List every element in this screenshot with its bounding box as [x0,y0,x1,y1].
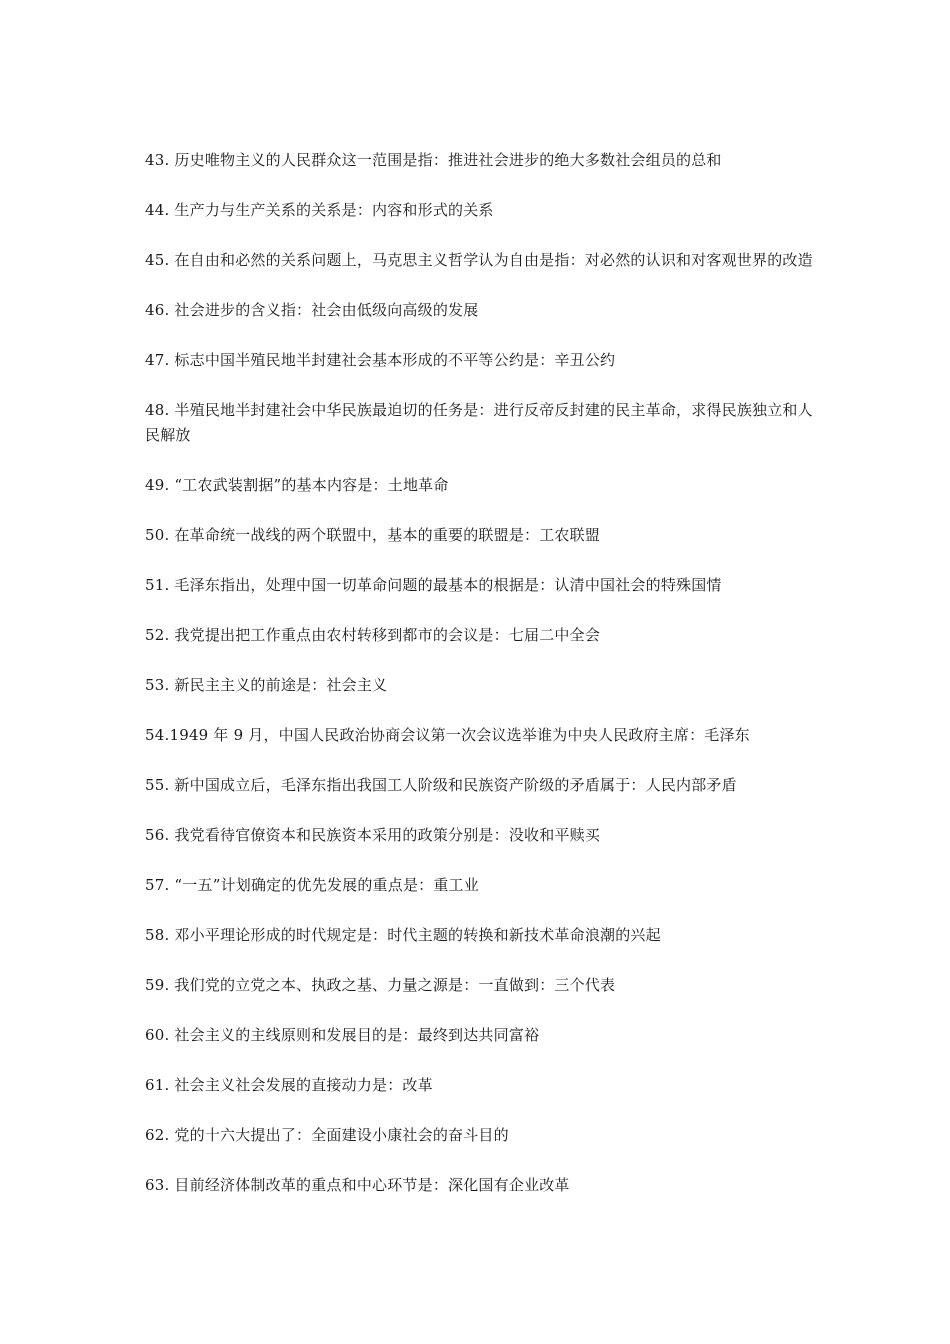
qa-item-44: 44. 生产力与生产关系的关系是：内容和形式的关系 [145,201,494,219]
qa-item-48: 48. 半殖民地半封建社会中华民族最迫切的任务是：进行反帝反封建的民主革命，求得民族独立和人民解放 [145,401,813,444]
qa-item-46: 46. 社会进步的含义指：社会由低级向高级的发展 [145,301,479,319]
qa-item-61: 61. 社会主义社会发展的直接动力是：改革 [145,1076,433,1094]
qa-item-58: 58. 邓小平理论形成的时代规定是：时代主题的转换和新技术革命浪潮的兴起 [145,926,661,944]
qa-item-49: 49. “工农武装割据”的基本内容是：土地革命 [145,476,449,494]
qa-item-53: 53. 新民主主义的前途是：社会主义 [145,676,388,694]
qa-item-43: 43. 历史唯物主义的人民群众这一范围是指：推进社会进步的绝大多数社会组员的总和 [145,151,722,169]
qa-item-51: 51. 毛泽东指出，处理中国一切革命问题的最基本的根据是：认清中国社会的特殊国情 [145,576,722,594]
qa-item-63: 63. 目前经济体制改革的重点和中心环节是：深化国有企业改革 [145,1176,570,1194]
qa-item-60: 60. 社会主义的主线原则和发展目的是：最终到达共同富裕 [145,1026,540,1044]
qa-item-50: 50. 在革命统一战线的两个联盟中，基本的重要的联盟是：工农联盟 [145,526,601,544]
qa-item-47: 47. 标志中国半殖民地半封建社会基本形成的不平等公约是：辛丑公约 [145,351,616,369]
qa-item-56: 56. 我党看待官僚资本和民族资本采用的政策分别是：没收和平赎买 [145,826,601,844]
qa-item-52: 52. 我党提出把工作重点由农村转移到都市的会议是：七届二中全会 [145,626,601,644]
qa-item-62: 62. 党的十六大提出了：全面建设小康社会的奋斗目的 [145,1126,509,1144]
qa-item-55: 55. 新中国成立后，毛泽东指出我国工人阶级和民族资产阶级的矛盾属于：人民内部矛盾 [145,776,737,794]
qa-item-59: 59. 我们党的立党之本、执政之基、力量之源是：一直做到：三个代表 [145,976,616,994]
qa-item-57: 57. “一五”计划确定的优先发展的重点是：重工业 [145,876,479,894]
qa-item-45: 45. 在自由和必然的关系问题上，马克思主义哲学认为自由是指：对必然的认识和对客观世界的改造 [145,251,813,269]
qa-list [145,148,815,1223]
qa-item-54: 54.1949 年 9 月，中国人民政治协商会议第一次会议选举谁为中央人民政府主席：毛泽东 [145,726,750,744]
